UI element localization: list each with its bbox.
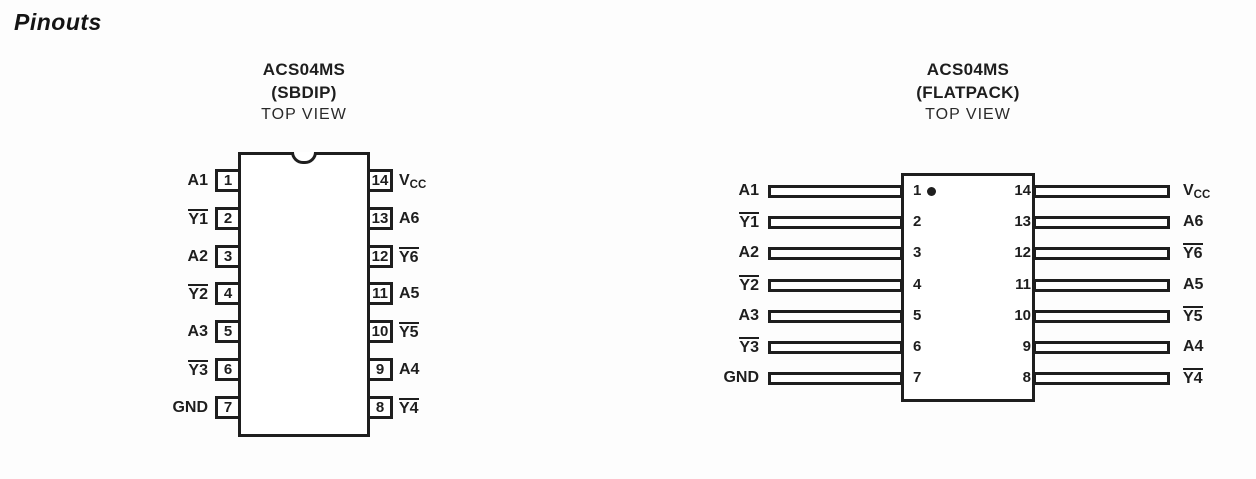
pin-label <box>100 209 208 229</box>
pin-label: A6 <box>399 210 420 227</box>
page-title: Pinouts <box>14 9 102 35</box>
pin-label <box>399 247 509 267</box>
subscript-text: CC <box>409 179 427 191</box>
flatpack-header <box>848 58 1088 125</box>
overline-decoration: Y3 <box>739 339 759 356</box>
pin-number-box: 7 <box>215 396 241 419</box>
pin-number: 14 <box>1014 182 1031 199</box>
pin-number-box: 14 <box>367 169 393 192</box>
package-title: ACS04MS <box>926 60 1010 79</box>
pin-label <box>399 322 509 342</box>
pin-lead <box>768 341 903 354</box>
pin-label: GND <box>172 399 208 416</box>
pin-label: A2 <box>738 244 759 261</box>
pin-label <box>1183 368 1256 388</box>
pin-label: A3 <box>738 307 759 324</box>
pin-number-box: 5 <box>215 320 241 343</box>
pin-number-box: 9 <box>367 358 393 381</box>
pin-label: $V_{CC}$ <box>399 172 427 191</box>
pin-label <box>1183 243 1256 263</box>
pin-number: 10 <box>1014 307 1031 324</box>
pin-number-box: 6 <box>215 358 241 381</box>
pin-label <box>650 337 759 357</box>
package-subtitle: (FLATPACK) <box>916 83 1020 102</box>
pin-number: 4 <box>913 276 922 293</box>
pin-number-box: 3 <box>215 245 241 268</box>
pin-label: A4 <box>399 361 420 378</box>
pin-number-box: 13 <box>367 207 393 230</box>
pin-number: 3 <box>913 244 922 261</box>
pin-number: 12 <box>1014 244 1031 261</box>
pin-label: A5 <box>399 285 420 302</box>
overline-decoration: Y1 <box>739 214 759 231</box>
pin-lead <box>1033 185 1170 198</box>
overline-decoration: Y4 <box>399 400 419 417</box>
sbdip-header <box>184 58 424 125</box>
pin-label: A1 <box>187 172 208 189</box>
pin-lead <box>768 185 903 198</box>
overline-decoration: Y1 <box>188 211 208 228</box>
pin-number: 8 <box>1022 369 1031 386</box>
overline-decoration: Y6 <box>399 249 419 266</box>
package-title: ACS04MS <box>262 60 346 79</box>
pin-number: 1 <box>913 182 922 199</box>
pin-number-box: 12 <box>367 245 393 268</box>
pin-number: 6 <box>913 338 922 355</box>
overline-decoration: Y4 <box>1183 370 1203 387</box>
pin-lead <box>768 279 903 292</box>
pin-label <box>100 360 208 380</box>
pin-label <box>399 398 509 418</box>
pin-label <box>650 212 759 232</box>
pin-label: A6 <box>1183 213 1204 230</box>
pin-label: A4 <box>1183 338 1204 355</box>
pin-lead <box>768 247 903 260</box>
package-view-label: TOP VIEW <box>261 106 347 123</box>
overline-decoration: Y2 <box>188 286 208 303</box>
pin-number: 13 <box>1014 213 1031 230</box>
pin-lead <box>768 310 903 323</box>
overline-decoration: Y5 <box>399 324 419 341</box>
pin-label: A3 <box>187 323 208 340</box>
overline-decoration: Y3 <box>188 362 208 379</box>
pin-label <box>1183 306 1256 326</box>
pin-number: 7 <box>913 369 922 386</box>
package-view-label: TOP VIEW <box>925 106 1011 123</box>
pin-number: 11 <box>1015 276 1031 293</box>
pin-label: GND <box>723 369 759 386</box>
pin-lead <box>1033 279 1170 292</box>
pin-lead <box>768 216 903 229</box>
overline-decoration: Y5 <box>1183 308 1203 325</box>
pin-number-box: 1 <box>215 169 241 192</box>
pin-lead <box>1033 216 1170 229</box>
pin-label <box>100 284 208 304</box>
pin-label: A1 <box>738 182 759 199</box>
overline-decoration: Y6 <box>1183 245 1203 262</box>
ic-body <box>238 152 370 437</box>
pin-label <box>650 275 759 295</box>
pin-number-box: 11 <box>367 282 393 305</box>
pin1-dot-icon <box>927 187 936 196</box>
pin-number-box: 2 <box>215 207 241 230</box>
pin-label: A2 <box>187 248 208 265</box>
pin-lead <box>1033 372 1170 385</box>
pin-number-box: 4 <box>215 282 241 305</box>
pin-number: 2 <box>913 213 922 230</box>
pin-number-box: 10 <box>367 320 393 343</box>
pin-label: $V_{CC}$ <box>1183 182 1211 201</box>
package-subtitle: (SBDIP) <box>271 83 337 102</box>
pin-lead <box>768 372 903 385</box>
pin-number: 9 <box>1022 338 1031 355</box>
pin-label: A5 <box>1183 276 1204 293</box>
pin-number-box: 8 <box>367 396 393 419</box>
pin-lead <box>1033 310 1170 323</box>
pin-lead <box>1033 341 1170 354</box>
pin-lead <box>1033 247 1170 260</box>
subscript-text: CC <box>1193 189 1211 201</box>
overline-decoration: Y2 <box>739 277 759 294</box>
pin-number: 5 <box>913 307 922 324</box>
